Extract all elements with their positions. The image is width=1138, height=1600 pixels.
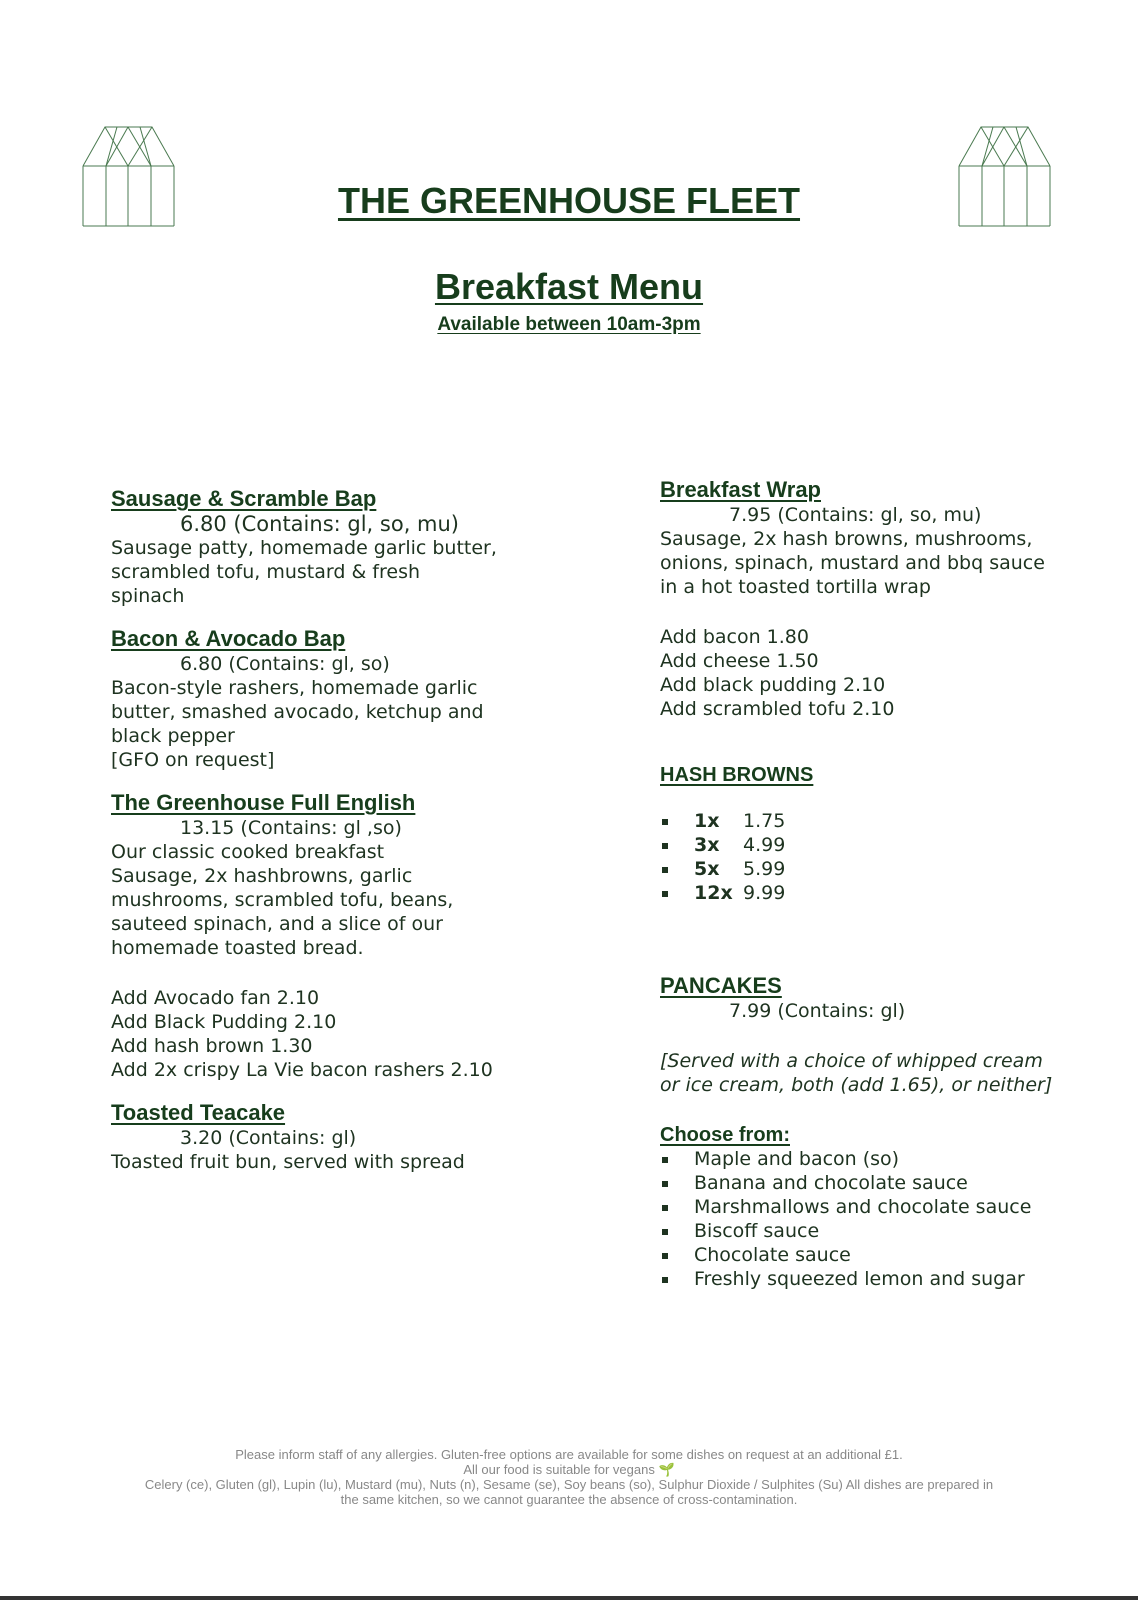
item-price: 3.20 (Contains: gl) bbox=[180, 1127, 357, 1149]
right-menu-column bbox=[660, 477, 1100, 1291]
menu-title: Breakfast Menu bbox=[434, 266, 704, 307]
footer-line: Celery (ce), Gluten (gl), Lupin (lu), Mustard (mu), Nuts (n), Sesame (se), Soy beans (so), Sulphur Dioxide / Sulphites (Su) All dishes are prepared in bbox=[144, 1477, 994, 1492]
item-description-line: Sausage patty, homemade garlic butter, bbox=[111, 537, 497, 559]
list-item: Biscoff sauce bbox=[660, 1219, 1100, 1243]
menu-item bbox=[111, 626, 581, 772]
hash-brown-price: 1.75 bbox=[743, 810, 786, 832]
addon-line: Add bacon 1.80 bbox=[660, 626, 809, 648]
choose-from-heading: Choose from: bbox=[660, 1124, 790, 1146]
list-item: Maple and bacon (so) bbox=[660, 1147, 1100, 1171]
item-description-line: Sausage, 2x hash browns, mushrooms, bbox=[660, 528, 1033, 550]
list-item: Banana and chocolate sauce bbox=[660, 1171, 1100, 1195]
left-menu-column bbox=[111, 486, 581, 1174]
item-description-line: Our classic cooked breakfast bbox=[111, 841, 385, 863]
item-description-line: mushrooms, scrambled tofu, beans, bbox=[111, 889, 454, 911]
addon-line: Add Black Pudding 2.10 bbox=[111, 1011, 337, 1033]
item-description-line: sauteed spinach, and a slice of our bbox=[111, 913, 443, 935]
menu-item bbox=[660, 477, 1100, 721]
item-name: PANCAKES bbox=[660, 973, 782, 998]
menu-item bbox=[111, 486, 581, 608]
pancake-note-line: or ice cream, both (add 1.65), or neither] bbox=[660, 1074, 1053, 1096]
item-price: 13.15 (Contains: gl ,so) bbox=[180, 817, 402, 839]
hash-brown-price: 5.99 bbox=[743, 858, 786, 880]
hash-brown-count: 12x bbox=[694, 882, 733, 904]
item-description-line: [GFO on request] bbox=[111, 749, 275, 771]
item-description-line: in a hot toasted tortilla wrap bbox=[660, 576, 931, 598]
menu-item bbox=[111, 1100, 581, 1174]
addon-line: Add cheese 1.50 bbox=[660, 650, 819, 672]
list-item bbox=[660, 857, 1100, 881]
allergy-footer bbox=[0, 1447, 1138, 1507]
footer-line: Please inform staff of any allergies. Gluten-free options are available for some dishes on request at an additional £1. bbox=[235, 1447, 903, 1462]
item-name: The Greenhouse Full English bbox=[111, 790, 416, 815]
bottom-border bbox=[0, 1596, 1138, 1600]
addon-line: Add black pudding 2.10 bbox=[660, 674, 886, 696]
item-name: Breakfast Wrap bbox=[660, 477, 821, 502]
availability-text: Available between 10am-3pm bbox=[437, 314, 701, 335]
addon-line: Add Avocado fan 2.10 bbox=[111, 987, 320, 1009]
addon-line: Add 2x crispy La Vie bacon rashers 2.10 bbox=[111, 1059, 493, 1081]
item-description-line: spinach bbox=[111, 585, 185, 607]
item-name: Sausage & Scramble Bap bbox=[111, 486, 377, 511]
list-item: Freshly squeezed lemon and sugar bbox=[660, 1267, 1100, 1291]
item-description-line: Toasted fruit bun, served with spread bbox=[111, 1151, 465, 1173]
addon-line: Add hash brown 1.30 bbox=[111, 1035, 313, 1057]
hash-brown-price: 9.99 bbox=[743, 882, 786, 904]
list-item bbox=[660, 809, 1100, 833]
item-price: 6.80 (Contains: gl, so, mu) bbox=[180, 512, 459, 536]
item-description-line: onions, spinach, mustard and bbq sauce bbox=[660, 552, 1045, 574]
item-price: 6.80 (Contains: gl, so) bbox=[180, 653, 390, 675]
menu-item bbox=[111, 790, 581, 1082]
addon-line: Add scrambled tofu 2.10 bbox=[660, 698, 895, 720]
item-description-line: scrambled tofu, mustard & fresh bbox=[111, 561, 421, 583]
section-heading: HASH BROWNS bbox=[660, 764, 814, 786]
item-price: 7.95 (Contains: gl, so, mu) bbox=[729, 504, 982, 526]
list-item: Chocolate sauce bbox=[660, 1243, 1100, 1267]
item-name: Bacon & Avocado Bap bbox=[111, 626, 346, 651]
item-description-line: Bacon-style rashers, homemade garlic bbox=[111, 677, 478, 699]
list-item: Marshmallows and chocolate sauce bbox=[660, 1195, 1100, 1219]
hash-brown-price: 4.99 bbox=[743, 834, 786, 856]
item-description-line: Sausage, 2x hashbrowns, garlic bbox=[111, 865, 413, 887]
item-description-line: black pepper bbox=[111, 725, 235, 747]
list-item bbox=[660, 881, 1100, 905]
item-name: Toasted Teacake bbox=[111, 1100, 286, 1125]
pancakes-section bbox=[660, 973, 1100, 1291]
item-description-line: homemade toasted bread. bbox=[111, 937, 364, 959]
hash-brown-count: 3x bbox=[694, 834, 720, 856]
item-price: 7.99 (Contains: gl) bbox=[729, 1000, 906, 1022]
list-item bbox=[660, 833, 1100, 857]
hash-brown-count: 5x bbox=[694, 858, 720, 880]
hash-brown-count: 1x bbox=[694, 810, 720, 832]
restaurant-title: THE GREENHOUSE FLEET bbox=[337, 180, 801, 221]
item-description-line: butter, smashed avocado, ketchup and bbox=[111, 701, 484, 723]
footer-line: the same kitchen, so we cannot guarantee the absence of cross-contamination. bbox=[340, 1492, 798, 1507]
footer-line: All our food is suitable for vegans 🌱 bbox=[463, 1462, 675, 1477]
hash-browns-section bbox=[660, 763, 1100, 905]
pancake-note-line: [Served with a choice of whipped cream bbox=[660, 1050, 1043, 1072]
